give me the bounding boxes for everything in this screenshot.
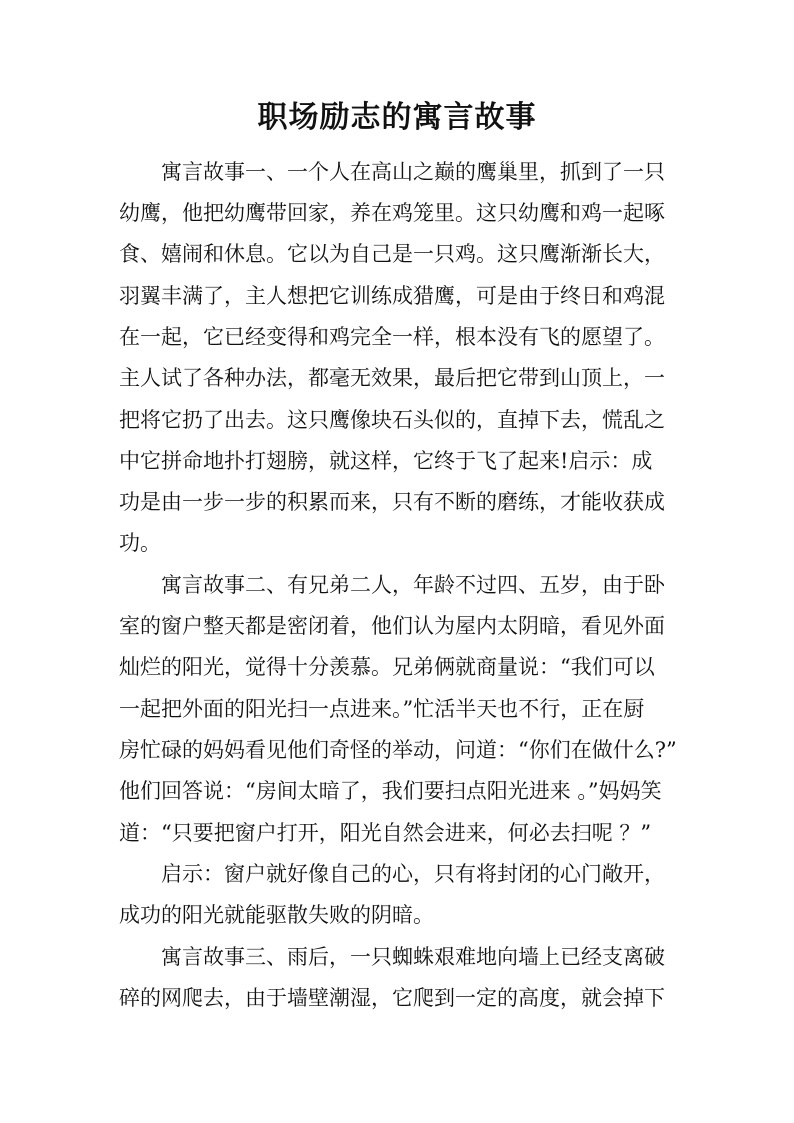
text-line: 寓言故事二、有兄弟二人，年龄不过四、五岁，由于卧 xyxy=(119,573,665,597)
text-line: 灿烂的阳光，觉得十分羡慕。兄弟俩就商量说：“我们可以 xyxy=(119,655,655,679)
text-line: 食、嬉闹和休息。它以为自己是一只鸡。这只鹰渐渐长大， xyxy=(119,242,665,266)
text-line: 在一起，它已经变得和鸡完全一样，根本没有飞的愿望了。 xyxy=(119,325,665,349)
text-line: 一起把外面的阳光扫一点进来。”忙活半天也不行，正在厨 xyxy=(119,697,645,721)
text-line: 功。 xyxy=(119,531,161,555)
text-line: 寓言故事一、一个人在高山之巅的鹰巢里，抓到了一只 xyxy=(119,160,665,184)
text-line: 成功的阳光就能驱散失败的阴暗。 xyxy=(119,903,434,927)
text-line: 主人试了各种办法，都毫无效果，最后把它带到山顶上，一 xyxy=(119,366,665,390)
text-line: 碎的网爬去，由于墙壁潮湿，它爬到一定的高度，就会掉下 xyxy=(119,986,665,1010)
text-line: 中它拼命地扑打翅膀，就这样，它终于飞了起来!启示：成 xyxy=(119,449,653,473)
text-line: 启示：窗户就好像自己的心，只有将封闭的心门敞开， xyxy=(119,862,665,886)
text-line: 寓言故事三、雨后，一只蜘蛛艰难地向墙上已经支离破 xyxy=(119,945,665,969)
text-line: 道：“只要把窗户打开，阳光自然会进来，何必去扫呢 ？” xyxy=(119,821,652,845)
text-line: 羽翼丰满了，主人想把它训练成猎鹰，可是由于终日和鸡混 xyxy=(119,284,665,308)
text-line: 室的窗户整天都是密闭着，他们认为屋内太阴暗，看见外面 xyxy=(119,614,665,638)
text-line: 房忙碌的妈妈看见他们奇怪的举动，问道：“你们在做什么?” xyxy=(119,738,677,762)
text-line: 幼鹰，他把幼鹰带回家，养在鸡笼里。这只幼鹰和鸡一起啄 xyxy=(119,201,665,225)
text-line: 把将它扔了出去。这只鹰像块石头似的，直掉下去，慌乱之 xyxy=(119,408,665,432)
text-line: 功是由一步一步的积累而来，只有不断的磨练，才能收获成 xyxy=(119,490,665,514)
document-title: 职场励志的寓言故事 xyxy=(257,100,537,135)
text-line: 他们回答说：“房间太暗了，我们要扫点阳光进来 。”妈妈笑 xyxy=(119,779,662,803)
